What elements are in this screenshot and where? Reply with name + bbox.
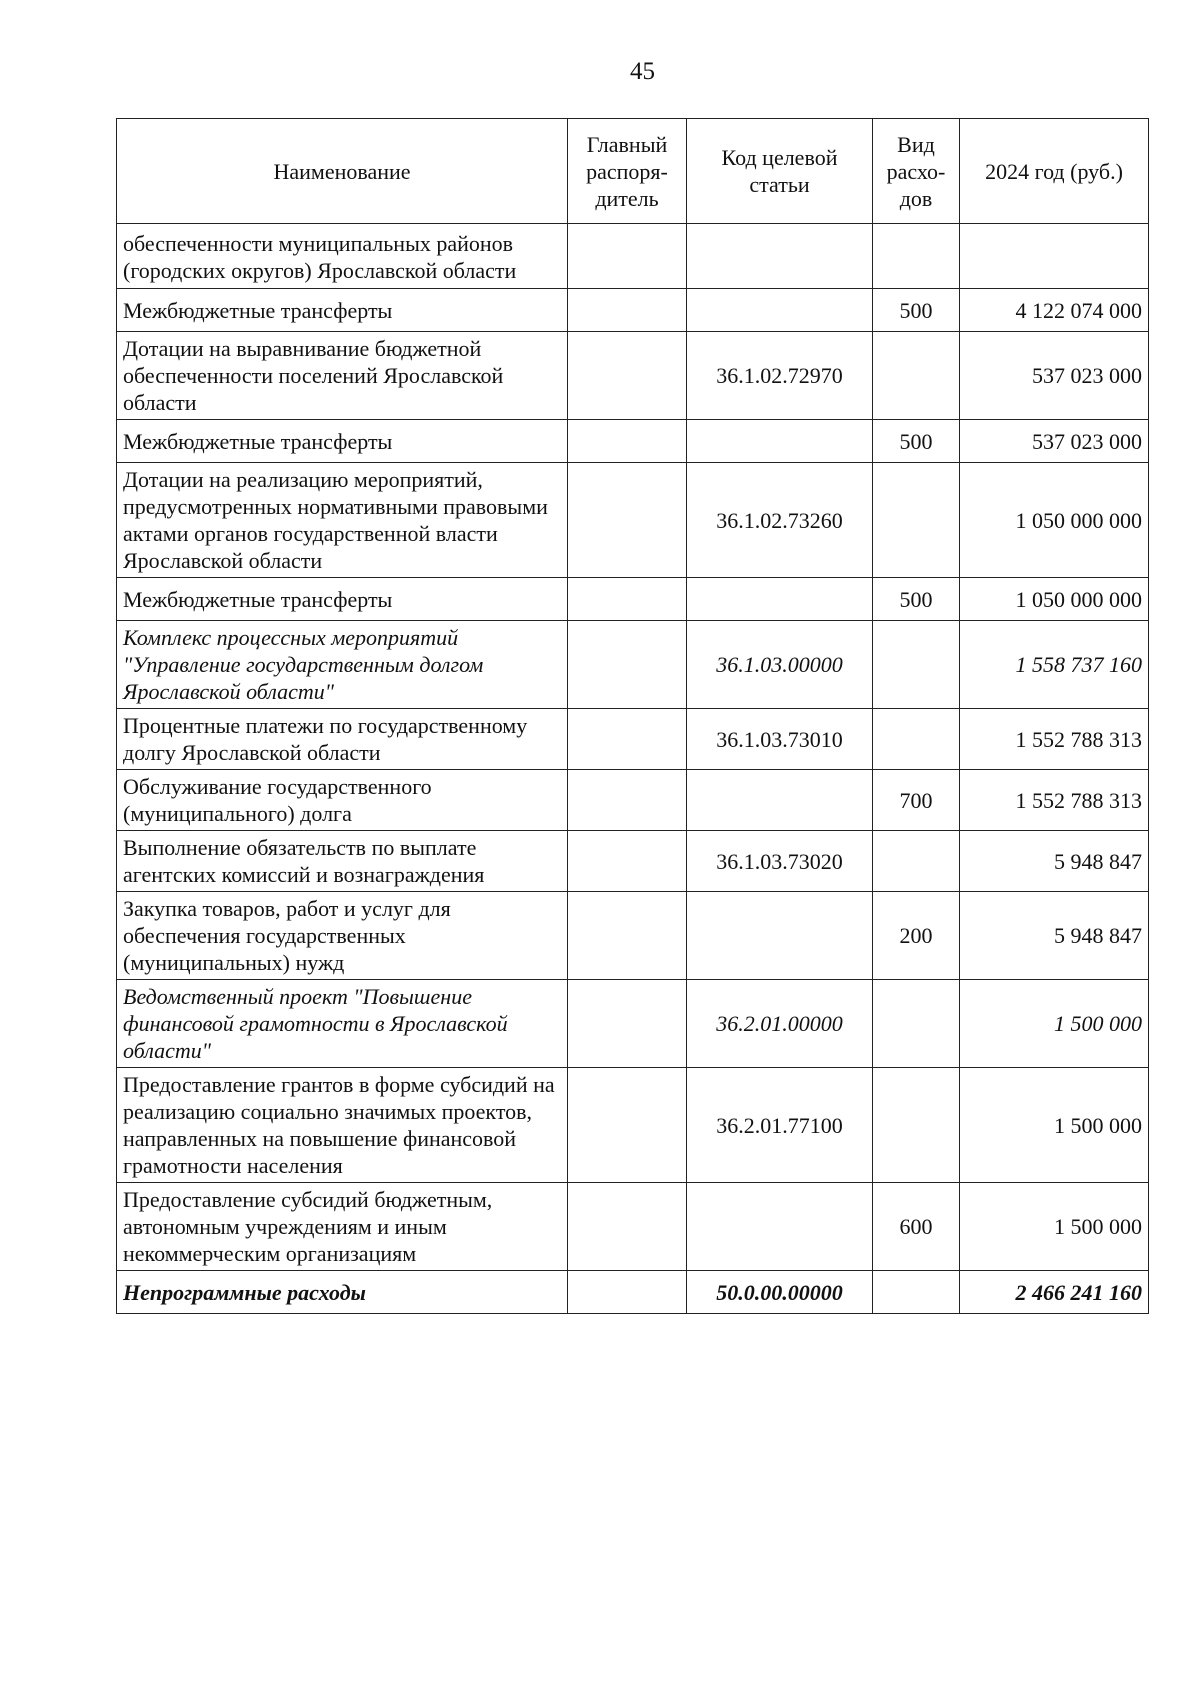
- row-name: обеспеченности муниципальных районов (городских округов) Ярославской области: [117, 224, 568, 289]
- row-type: [873, 1271, 960, 1314]
- row-amount: 5 948 847: [960, 892, 1149, 980]
- row-name: Предоставление субсидий бюджетным, автономным учреждениям и иным некоммерческим организациям: [117, 1183, 568, 1271]
- row-type: 500: [873, 289, 960, 332]
- row-name: Ведомственный проект "Повышение финансовой грамотности в Ярославской области": [117, 980, 568, 1068]
- header-name: Наименование: [117, 119, 568, 224]
- table-row: [117, 1068, 1149, 1183]
- table-row: [117, 224, 1149, 289]
- table-row: [117, 892, 1149, 980]
- row-type: [873, 224, 960, 289]
- row-name: Закупка товаров, работ и услуг для обеспечения государственных (муниципальных) нужд: [117, 892, 568, 980]
- row-amount: 2 466 241 160: [960, 1271, 1149, 1314]
- table-row: [117, 770, 1149, 831]
- table-row: [117, 289, 1149, 332]
- row-name: Межбюджетные трансферты: [117, 289, 568, 332]
- row-amount: 1 050 000 000: [960, 463, 1149, 578]
- row-admin: [568, 1068, 687, 1183]
- row-name: Выполнение обязательств по выплате агентских комиссий и вознаграждения: [117, 831, 568, 892]
- row-type: 500: [873, 578, 960, 621]
- row-amount: 1 552 788 313: [960, 709, 1149, 770]
- row-name: Предоставление грантов в форме субсидий на реализацию социально значимых проектов, направленных на повышение финансовой грамотности населения: [117, 1068, 568, 1183]
- table-row: [117, 980, 1149, 1068]
- row-type: 500: [873, 420, 960, 463]
- row-code: [687, 420, 873, 463]
- row-admin: [568, 420, 687, 463]
- row-code: [687, 892, 873, 980]
- header-admin: Главный распоря-дитель: [568, 119, 687, 224]
- header-type: Вид расхо-дов: [873, 119, 960, 224]
- row-code: [687, 1183, 873, 1271]
- table-row: [117, 463, 1149, 578]
- row-name: Обслуживание государственного (муниципального) долга: [117, 770, 568, 831]
- row-admin: [568, 892, 687, 980]
- row-amount: 1 500 000: [960, 1068, 1149, 1183]
- row-admin: [568, 831, 687, 892]
- row-admin: [568, 332, 687, 420]
- row-type: [873, 831, 960, 892]
- row-admin: [568, 621, 687, 709]
- row-code: 50.0.00.00000: [687, 1271, 873, 1314]
- row-amount: 537 023 000: [960, 420, 1149, 463]
- row-code: 36.1.03.73020: [687, 831, 873, 892]
- header-amount: 2024 год (руб.): [960, 119, 1149, 224]
- row-type: 600: [873, 1183, 960, 1271]
- row-amount: 1 558 737 160: [960, 621, 1149, 709]
- row-amount: 1 500 000: [960, 980, 1149, 1068]
- row-amount: 1 552 788 313: [960, 770, 1149, 831]
- row-admin: [568, 1183, 687, 1271]
- row-code: 36.1.02.73260: [687, 463, 873, 578]
- row-admin: [568, 578, 687, 621]
- table-row: [117, 709, 1149, 770]
- row-code: 36.1.03.73010: [687, 709, 873, 770]
- row-name: Межбюджетные трансферты: [117, 578, 568, 621]
- row-type: [873, 980, 960, 1068]
- budget-table: [116, 118, 1149, 1314]
- row-name: Дотации на реализацию мероприятий, предусмотренных нормативными правовыми актами органов государственной власти Ярославской области: [117, 463, 568, 578]
- page-number: 45: [630, 58, 655, 85]
- row-type: [873, 1068, 960, 1183]
- table-row: [117, 332, 1149, 420]
- row-name: Комплекс процессных мероприятий "Управление государственным долгом Ярославской области": [117, 621, 568, 709]
- row-type: [873, 332, 960, 420]
- row-name: Непрограммные расходы: [117, 1271, 568, 1314]
- row-name: Межбюджетные трансферты: [117, 420, 568, 463]
- row-admin: [568, 463, 687, 578]
- table-header-row: [117, 119, 1149, 224]
- row-code: [687, 578, 873, 621]
- row-admin: [568, 709, 687, 770]
- row-code: 36.1.03.00000: [687, 621, 873, 709]
- row-code: 36.1.02.72970: [687, 332, 873, 420]
- header-code: Код целевой статьи: [687, 119, 873, 224]
- row-code: 36.2.01.00000: [687, 980, 873, 1068]
- row-amount: [960, 224, 1149, 289]
- row-code: [687, 224, 873, 289]
- table-row-total: [117, 1271, 1149, 1314]
- table-row: [117, 831, 1149, 892]
- row-name: Дотации на выравнивание бюджетной обеспеченности поселений Ярославской области: [117, 332, 568, 420]
- row-code: [687, 770, 873, 831]
- row-code: [687, 289, 873, 332]
- row-type: [873, 709, 960, 770]
- row-type: [873, 463, 960, 578]
- table-row: [117, 1183, 1149, 1271]
- row-code: 36.2.01.77100: [687, 1068, 873, 1183]
- row-amount: 1 500 000: [960, 1183, 1149, 1271]
- row-type: [873, 621, 960, 709]
- row-type: 700: [873, 770, 960, 831]
- row-amount: 537 023 000: [960, 332, 1149, 420]
- row-admin: [568, 980, 687, 1068]
- row-admin: [568, 770, 687, 831]
- row-admin: [568, 289, 687, 332]
- table-row: [117, 578, 1149, 621]
- row-amount: 5 948 847: [960, 831, 1149, 892]
- row-amount: 4 122 074 000: [960, 289, 1149, 332]
- row-type: 200: [873, 892, 960, 980]
- table-row: [117, 420, 1149, 463]
- row-admin: [568, 1271, 687, 1314]
- table-row: [117, 621, 1149, 709]
- row-admin: [568, 224, 687, 289]
- row-name: Процентные платежи по государственному долгу Ярославской области: [117, 709, 568, 770]
- row-amount: 1 050 000 000: [960, 578, 1149, 621]
